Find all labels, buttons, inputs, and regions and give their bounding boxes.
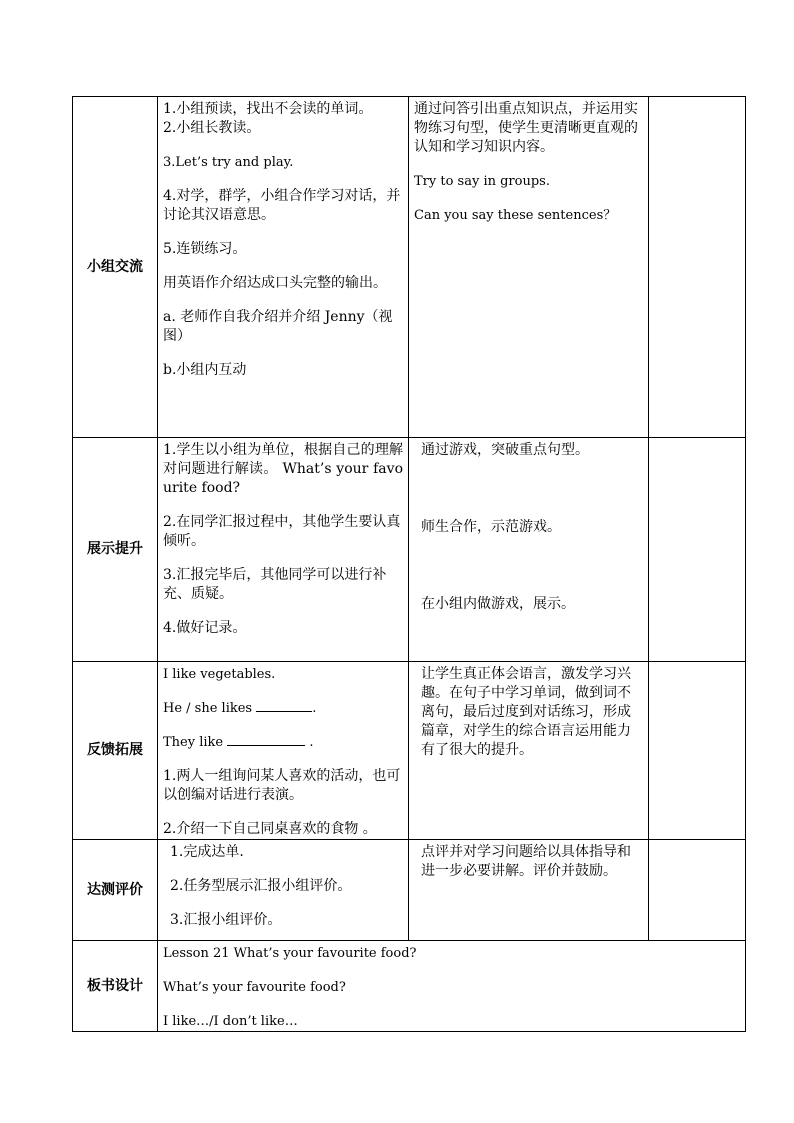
activity-text: 3.Let’s try and play. — [163, 155, 294, 170]
lesson-plan-table — [72, 96, 746, 1032]
activity-cell — [158, 840, 409, 941]
activity-text: 3.汇报小组评价。 — [170, 912, 282, 928]
activity-text: 1.两人一组询问某人喜欢的活动，也可以创编对话进行表演。 — [163, 768, 401, 803]
row-group-exchange — [73, 97, 746, 438]
activity-text: 2.小组长教读。 — [163, 120, 261, 136]
activity-text: 1.学生以小组为单位，根据自己的理解对问题进行解读。 What’s your favourite food? — [163, 442, 403, 496]
activity-text: He / she likes — [163, 701, 253, 716]
activity-text: 用英语作介绍达成口头完整的输出。 — [163, 275, 387, 291]
purpose-text: Try to say in groups. — [414, 174, 550, 189]
stage-label: 反馈拓展 — [73, 662, 158, 840]
activity-text: 2.介绍一下自己同桌喜欢的食物 。 — [163, 821, 377, 837]
activity-cell — [158, 662, 409, 840]
answer-blank — [227, 733, 305, 746]
activity-text: b.小组内互动 — [163, 362, 247, 378]
activity-text: 1.完成达单. — [170, 844, 244, 860]
notes-cell — [649, 438, 746, 662]
purpose-text: 点评并对学习问题给以具体指导和进一步必要讲解。评价并鼓励。 — [421, 844, 631, 879]
notes-cell — [649, 840, 746, 941]
purpose-cell — [409, 97, 649, 438]
purpose-text: 让学生真正体会语言，激发学习兴趣。在句子中学习单词，做到词不离句，最后过度到对话练习，形成篇章，对学生的综合语言运用能力有了很大的提升。 — [421, 666, 631, 758]
activity-cell — [158, 438, 409, 662]
activity-cell — [158, 97, 409, 438]
notes-cell — [649, 97, 746, 438]
purpose-cell — [409, 662, 649, 840]
activity-text: a. 老师作自我介绍并介绍 Jenny（视图） — [163, 309, 393, 344]
purpose-text: 师生合作，示范游戏。 — [421, 519, 561, 535]
activity-text: 2.在同学汇报过程中，其他学生要认真倾听。 — [163, 514, 401, 549]
purpose-text: 在小组内做游戏，展示。 — [421, 596, 575, 612]
activity-text: 1.小组预读，找出不会读的单词。 — [163, 101, 373, 117]
fill-in-line: They like . — [163, 735, 314, 750]
board-cell — [158, 941, 746, 1032]
purpose-text: 通过问答引出重点知识点，并运用实物练习句型，使学生更清晰更直观的认知和学习知识内容。 — [414, 101, 638, 155]
purpose-cell — [409, 840, 649, 941]
fill-in-line: He / she likes . — [163, 701, 317, 716]
row-board-design — [73, 941, 746, 1032]
row-showcase — [73, 438, 746, 662]
purpose-text: 通过游戏，突破重点句型。 — [421, 442, 589, 458]
stage-label: 小组交流 — [73, 97, 158, 438]
board-text: I like…/I don’t like… — [163, 1014, 298, 1029]
row-feedback-extension — [73, 662, 746, 840]
activity-text: They like — [163, 735, 224, 750]
activity-text: 4.做好记录。 — [163, 620, 247, 636]
notes-cell — [649, 662, 746, 840]
row-assessment — [73, 840, 746, 941]
purpose-text: Can you say these sentences？ — [414, 208, 617, 223]
purpose-cell — [409, 438, 649, 662]
stage-label: 达测评价 — [73, 840, 158, 941]
activity-text: 4.对学，群学，小组合作学习对话，并讨论其汉语意思。 — [163, 188, 401, 223]
activity-text: 3.汇报完毕后，其他同学可以进行补充、质疑。 — [163, 567, 387, 602]
stage-label: 板书设计 — [73, 941, 158, 1032]
stage-label: 展示提升 — [73, 438, 158, 662]
activity-text: 5.连锁练习。 — [163, 241, 247, 257]
activity-text: 2.任务型展示汇报小组评价。 — [170, 878, 352, 894]
board-text: Lesson 21 What’s your favourite food? — [163, 946, 417, 961]
board-text: What’s your favourite food? — [163, 980, 346, 995]
activity-text: I like vegetables. — [163, 667, 276, 682]
answer-blank — [256, 699, 312, 712]
